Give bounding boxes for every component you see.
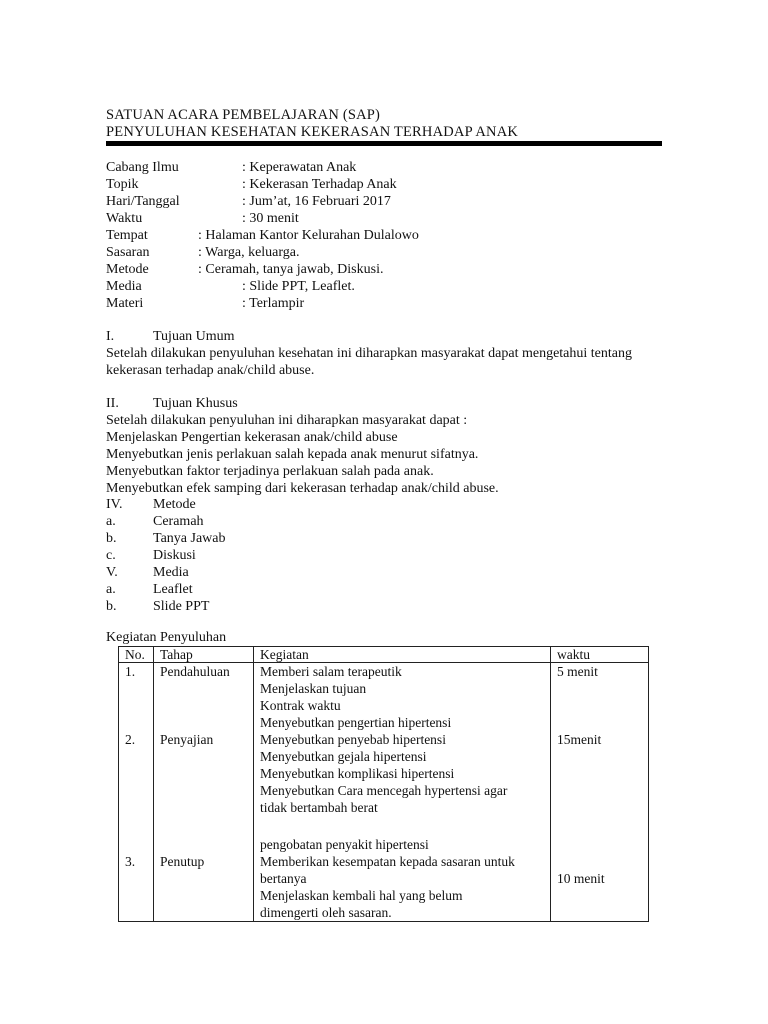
- activity-line: Menyebutkan Cara mencegah hypertensi agar: [260, 783, 508, 798]
- info-label-materi: Materi: [106, 296, 144, 311]
- section-heading-media: Media: [153, 565, 189, 580]
- info-label-media: Media: [106, 279, 142, 294]
- section-number-metode: IV.: [106, 497, 123, 512]
- list-marker: c.: [106, 548, 116, 563]
- list-item: Leaflet: [153, 582, 193, 597]
- activity-line: Memberikan kesempatan kepada sasaran untuk: [260, 854, 515, 869]
- paragraph-line: Setelah dilakukan penyuluhan ini diharapkan masyarakat dapat :: [106, 413, 468, 428]
- info-value-waktu: : 30 menit: [242, 211, 299, 226]
- document-subtitle: PENYULUHAN KESEHATAN KEKERASAN TERHADAP ANAK: [106, 124, 519, 140]
- activity-line: tidak bertambah berat: [260, 800, 378, 815]
- section-number-tujuan-khusus: II.: [106, 396, 119, 411]
- paragraph-line: Menyebutkan jenis perlakuan salah kepada anak menurut sifatnya.: [106, 447, 479, 462]
- document-title: SATUAN ACARA PEMBELAJARAN (SAP): [106, 107, 381, 123]
- paragraph-line: Menjelaskan Pengertian kekerasan anak/child abuse: [106, 430, 398, 445]
- paragraph-line: Menyebutkan efek samping dari kekerasan terhadap anak/child abuse.: [106, 481, 499, 496]
- section-number-media: V.: [106, 565, 118, 580]
- list-marker: a.: [106, 514, 116, 529]
- title-underline: [106, 141, 662, 146]
- stage-name: Penyajian: [160, 732, 214, 747]
- activity-line: Menyebutkan penyebab hipertensi: [260, 732, 446, 747]
- stage-name: Pendahuluan: [160, 664, 230, 679]
- header-waktu: waktu: [551, 647, 649, 663]
- paragraph-line: Menyebutkan faktor terjadinya perlakuan salah pada anak.: [106, 464, 434, 479]
- section-heading-metode: Metode: [153, 497, 196, 512]
- info-value-media: : Slide PPT, Leaflet.: [242, 279, 355, 294]
- list-marker: b.: [106, 531, 117, 546]
- stage-name: Penutup: [160, 854, 205, 869]
- cell-kegiatan: [254, 663, 551, 922]
- info-label-topik: Topik: [106, 177, 139, 192]
- info-value-tempat: : Halaman Kantor Kelurahan Dulalowo: [198, 228, 419, 243]
- activity-line: Menyebutkan pengertian hipertensi: [260, 715, 452, 730]
- list-item: Diskusi: [153, 548, 196, 563]
- info-value-topik: : Kekerasan Terhadap Anak: [242, 177, 397, 192]
- cell-no: [119, 663, 154, 922]
- paragraph-line: kekerasan terhadap anak/child abuse.: [106, 363, 315, 378]
- section-heading-tujuan-khusus: Tujuan Khusus: [153, 396, 238, 411]
- info-value-cabang-ilmu: : Keperawatan Anak: [242, 160, 357, 175]
- info-label-waktu: Waktu: [106, 211, 143, 226]
- activity-line: Menjelaskan kembali hal yang belum: [260, 888, 463, 903]
- activity-line: pengobatan penyakit hipertensi: [260, 837, 429, 852]
- list-item: Tanya Jawab: [153, 531, 226, 546]
- activity-line: Menyebutkan gejala hipertensi: [260, 749, 427, 764]
- activity-line: Menjelaskan tujuan: [260, 681, 367, 696]
- list-item: Ceramah: [153, 514, 204, 529]
- info-label-tempat: Tempat: [106, 228, 148, 243]
- activity-line: Menyebutkan komplikasi hipertensi: [260, 766, 455, 781]
- row-number: 3.: [125, 854, 136, 869]
- activity-line: dimengerti oleh sasaran.: [260, 905, 392, 920]
- info-value-metode: : Ceramah, tanya jawab, Diskusi.: [198, 262, 384, 277]
- header-kegiatan: Kegiatan: [254, 647, 551, 663]
- list-marker: a.: [106, 582, 116, 597]
- paragraph-line: Setelah dilakukan penyuluhan kesehatan ini diharapkan masyarakat dapat mengetahui tentang: [106, 346, 632, 361]
- cell-waktu: [551, 663, 649, 922]
- duration: 15menit: [557, 732, 602, 747]
- info-label-hari-tanggal: Hari/Tanggal: [106, 194, 180, 209]
- section-heading-tujuan-umum: Tujuan Umum: [153, 329, 235, 344]
- section-number-tujuan-umum: I.: [106, 329, 115, 344]
- row-number: 2.: [125, 732, 136, 747]
- info-value-hari-tanggal: : Jum’at, 16 Februari 2017: [242, 194, 391, 209]
- header-tahap: Tahap: [154, 647, 254, 663]
- header-no: No.: [119, 647, 154, 663]
- info-value-materi: : Terlampir: [242, 296, 305, 311]
- info-label-sasaran: Sasaran: [106, 245, 150, 260]
- activity-line: bertanya: [260, 871, 307, 886]
- duration: 5 menit: [557, 664, 598, 679]
- row-number: 1.: [125, 664, 136, 679]
- table-row: [119, 663, 649, 922]
- cell-tahap: [154, 663, 254, 922]
- info-value-sasaran: : Warga, keluarga.: [198, 245, 300, 260]
- activity-line: Kontrak waktu: [260, 698, 341, 713]
- list-item: Slide PPT: [153, 599, 210, 614]
- list-marker: b.: [106, 599, 117, 614]
- duration: 10 menit: [557, 871, 605, 886]
- info-label-metode: Metode: [106, 262, 149, 277]
- info-label-cabang-ilmu: Cabang Ilmu: [106, 160, 179, 175]
- table-header-row: [119, 647, 649, 663]
- table-caption: Kegiatan Penyuluhan: [106, 630, 227, 645]
- activity-line: Memberi salam terapeutik: [260, 664, 402, 679]
- kegiatan-table: [118, 646, 649, 922]
